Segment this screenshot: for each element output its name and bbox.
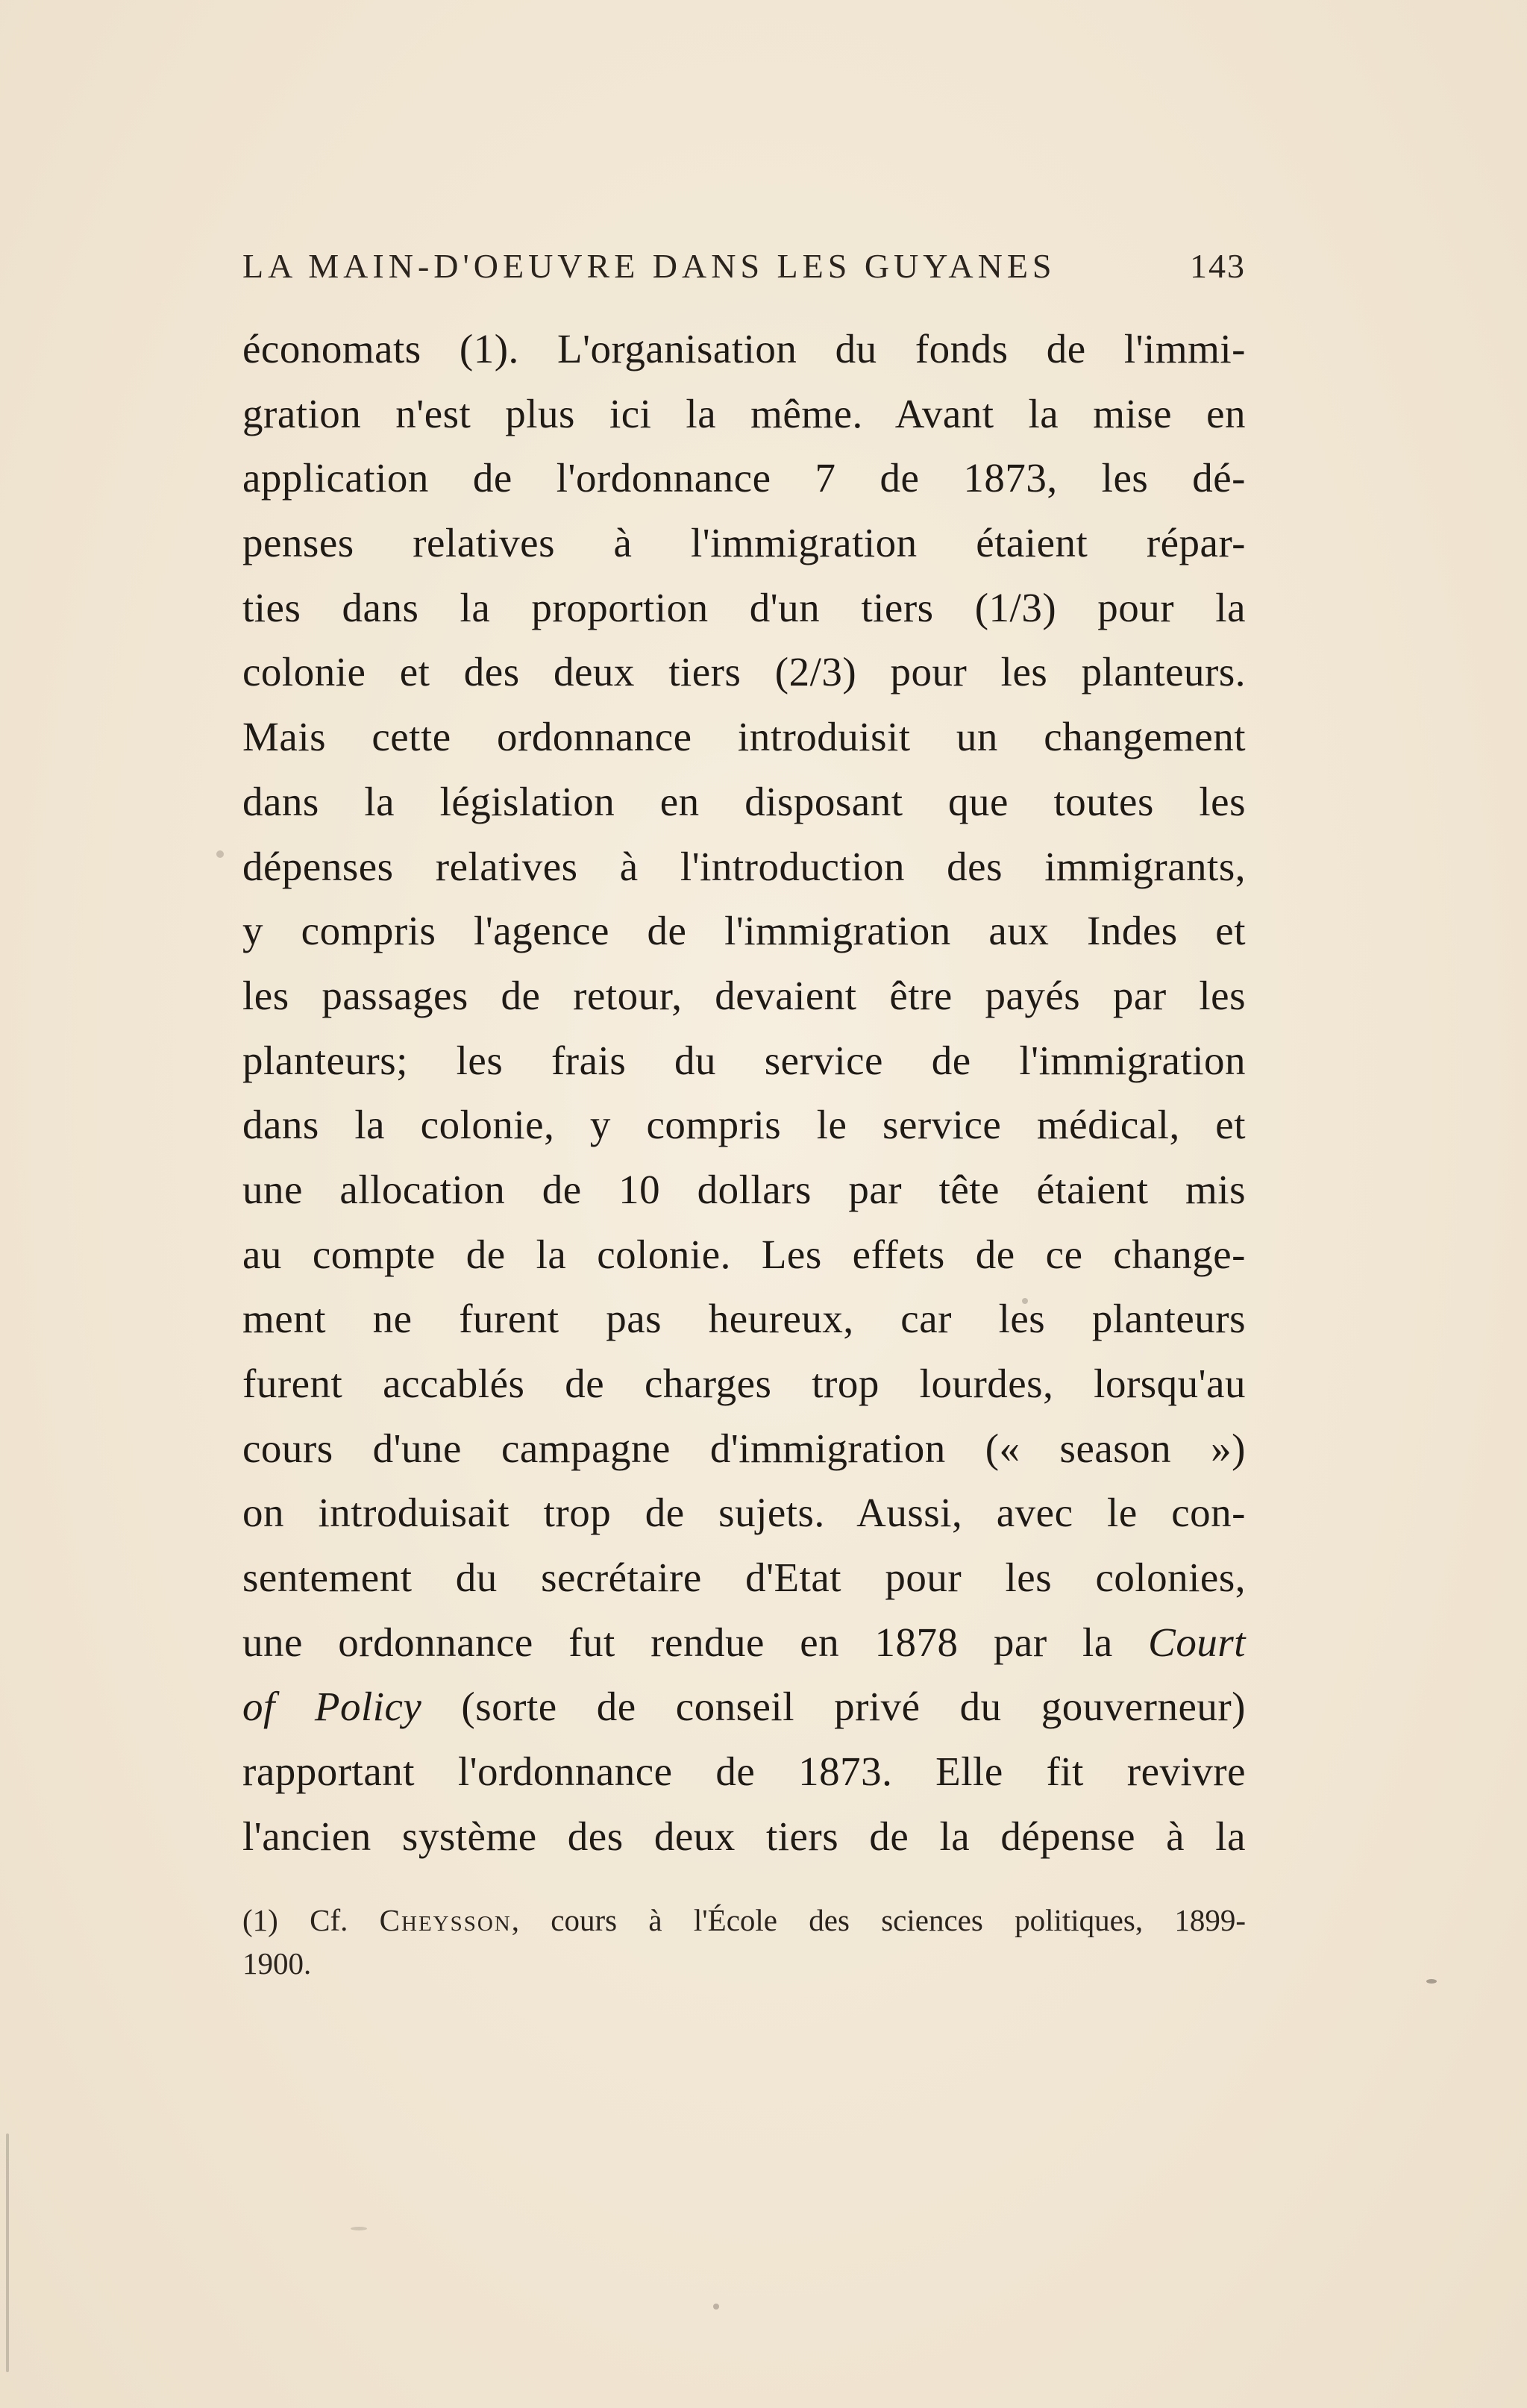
text-line: les passages de retour, devaient être payés par les	[242, 972, 1246, 1018]
text-line: cours d'une campagne d'immigration (« season »)	[242, 1425, 1246, 1471]
text-line: sentement du secrétaire d'Etat pour les colonies,	[242, 1555, 1246, 1601]
paper-speck	[713, 2304, 719, 2310]
text-line: ties dans la proportion d'un tiers (1/3) pour la	[242, 584, 1246, 630]
footnote-author: Cheysson	[379, 1903, 512, 1937]
text-line: l'ancien système des deux tiers de la dépense à la	[242, 1813, 1246, 1859]
paper-speck	[1426, 1979, 1437, 1984]
text-line-court	[242, 1611, 1246, 1675]
footnote-prefix: Cf.	[310, 1903, 348, 1937]
text-segment: une ordonnance fut rendue en 1878 par la	[242, 1619, 1113, 1665]
text-line: furent accablés de charges trop lourdes, lorsqu'au	[242, 1361, 1246, 1406]
paper-speck	[1022, 1298, 1028, 1304]
text-line: on introduisait trop de sujets. Aussi, avec le con-	[242, 1490, 1246, 1536]
text-line: dépenses relatives à l'introduction des immigrants,	[242, 843, 1246, 889]
footnote	[242, 1899, 1246, 1985]
body-text	[242, 317, 1246, 1869]
paper-speck	[6, 2133, 9, 2372]
text-segment: (sorte de conseil privé du gouverneur)	[461, 1684, 1246, 1730]
running-title: LA MAIN-D'OEUVRE DANS LES GUYANES	[242, 247, 1056, 285]
footnote-line	[242, 1899, 1246, 1942]
text-line: colonie et des deux tiers (2/3) pour les planteurs.	[242, 649, 1246, 695]
italic-court: Court	[1148, 1619, 1247, 1665]
footnote-marker: (1)	[242, 1903, 278, 1937]
text-line: penses relatives à l'immigration étaient répar-	[242, 520, 1246, 566]
text-line: rapportant l'ordonnance de 1873. Elle fit revivre	[242, 1749, 1246, 1795]
text-line-policy	[242, 1675, 1246, 1740]
text-line: une allocation de 10 dollars par tête étaient mis	[242, 1166, 1246, 1212]
text-line: dans la colonie, y compris le service médical, et	[242, 1102, 1246, 1148]
text-line: gration n'est plus ici la même. Avant la mise en	[242, 390, 1246, 436]
italic-of-policy: of Policy	[242, 1684, 422, 1730]
paper-speck	[216, 850, 224, 858]
text-line: dans la législation en disposant que toutes les	[242, 778, 1246, 824]
running-header	[242, 246, 1246, 291]
text-line: ment ne furent pas heureux, car les planteurs	[242, 1296, 1246, 1342]
text-line: application de l'ordonnance 7 de 1873, les dé-	[242, 455, 1246, 501]
text-line: planteurs; les frais du service de l'immigration	[242, 1037, 1246, 1083]
text-line: Mais cette ordonnance introduisit un changement	[242, 714, 1246, 760]
text-line: économats (1). L'organisation du fonds de l'immi-	[242, 326, 1246, 371]
footnote-continuation: 1900.	[242, 1946, 312, 1981]
text-line: y compris l'agence de l'immigration aux Indes et	[242, 908, 1246, 954]
text-line: au compte de la colonie. Les effets de ce change-	[242, 1231, 1246, 1277]
footnote-rest: , cours à l'École des sciences politiques, 1899-	[511, 1903, 1247, 1937]
page-number: 143	[1190, 247, 1246, 285]
paper-speck	[351, 2227, 367, 2230]
